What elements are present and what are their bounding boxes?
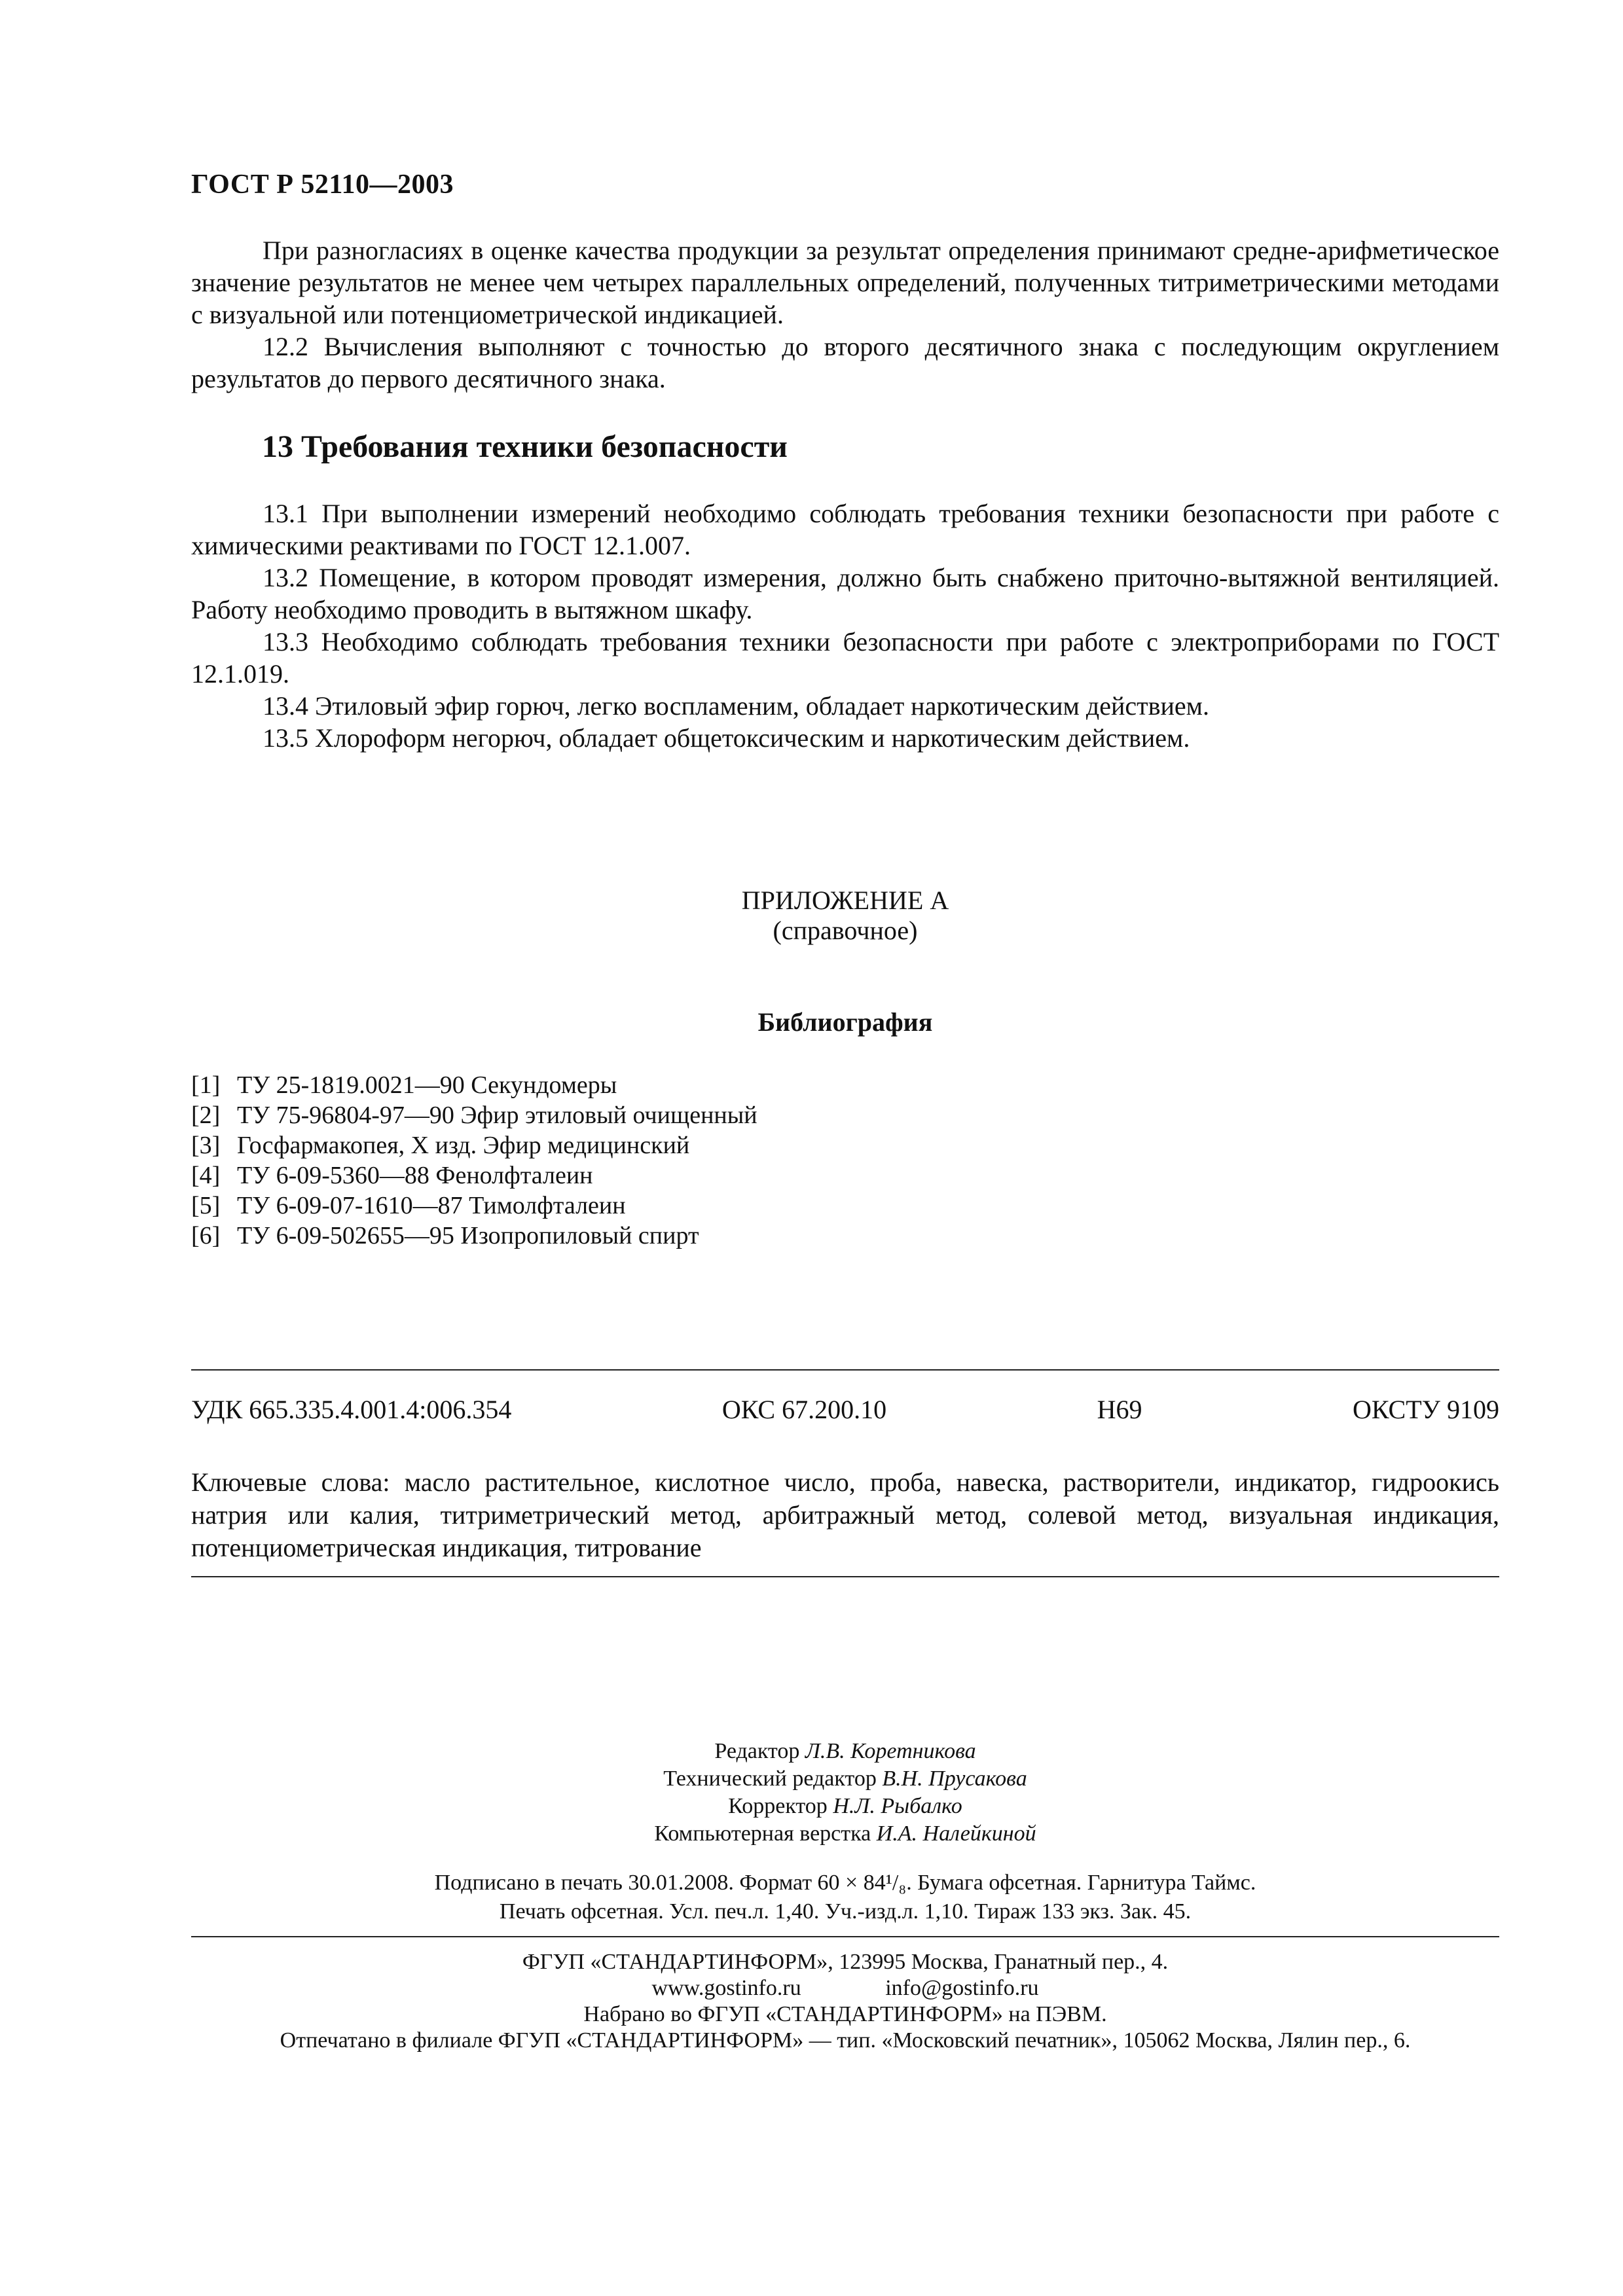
group-code: Н69 (1097, 1395, 1142, 1424)
paragraph: 13.3 Необходимо соблюдать требования техники безопасности при работе с электроприборами по ГОСТ 12.1.019. (191, 627, 1499, 689)
paragraph: 13.4 Этиловый эфир горюч, легко воспламеним, обладает наркотическим действием. (263, 691, 1209, 721)
print-info-line: Печать офсетная. Усл. печ.л. 1,40. Уч.-изд.л. 1,10. Тираж 133 экз. Зак. 45. (499, 1899, 1192, 1924)
paragraph: 13.5 Хлороформ негорюч, обладает общетоксическим и наркотическим действием. (263, 723, 1190, 753)
publisher-line: Отпечатано в филиале ФГУП «СТАНДАРТИНФОРМ» — тип. «Московский печатник», 105062 Москва, Лялин пер., 6. (280, 2028, 1411, 2053)
paragraph: При разногласиях в оценке качества продукции за результат определения принимают средне-арифметическое значение результатов не менее чем четырех параллельных определений, полученных титриметрическими методами с визуальной или потенциометрической индикацией. (191, 236, 1499, 329)
appendix-title: ПРИЛОЖЕНИЕ А (741, 886, 949, 915)
section-title: 13 Требования техники безопасности (262, 429, 788, 464)
appendix-heading (191, 886, 1499, 946)
print-info-line: Подписано в печать 30.01.2008. Формат 60 × 84¹/₈. Бумага офсетная. Гарнитура Таймс. (434, 1871, 1256, 1895)
publisher-line: Набрано во ФГУП «СТАНДАРТИНФОРМ» на ПЭВМ. (583, 2002, 1107, 2026)
credit-line (191, 1793, 1499, 1820)
credit-line (191, 1820, 1499, 1848)
credits (191, 1738, 1499, 1848)
credit-role: Технический редактор (663, 1767, 877, 1791)
list-item (191, 1070, 1370, 1100)
divider (191, 1369, 1499, 1371)
bibliography-title: Библиография (757, 1007, 933, 1037)
list-item (191, 1130, 1370, 1160)
item-number: [3] (191, 1132, 221, 1159)
credit-role: Компьютерная верстка (654, 1821, 871, 1846)
divider (191, 1936, 1499, 1937)
publisher-contacts (191, 1975, 1499, 2001)
item-text: ТУ 75-96804-97—90 Эфир этиловый очищенный (237, 1102, 757, 1129)
divider (191, 1576, 1499, 1577)
credit-name: Л.В. Коретникова (805, 1739, 976, 1763)
item-number: [2] (191, 1102, 221, 1129)
item-text: ТУ 6-09-5360—88 Фенолфталеин (237, 1162, 593, 1189)
list-item (191, 1191, 1370, 1221)
item-number: [4] (191, 1162, 221, 1189)
credit-role: Редактор (714, 1739, 800, 1763)
credit-name: Н.Л. Рыбалко (833, 1794, 962, 1818)
document-code: ГОСТ Р 52110—2003 (191, 170, 454, 200)
item-text: Госфармакопея, X изд. Эфир медицинский (237, 1132, 690, 1159)
paragraph: 13.2 Помещение, в котором проводят измерения, должно быть снабжено приточно-вытяжной вентиляцией. Работу необходимо проводить в вытяжном шкафу. (191, 563, 1499, 624)
item-text: ТУ 6-09-07-1610—87 Тимолфталеин (237, 1192, 626, 1219)
list-item (191, 1160, 1370, 1191)
publisher-line: ФГУП «СТАНДАРТИНФОРМ», 123995 Москва, Гранатный пер., 4. (522, 1950, 1169, 1974)
udk-code: УДК 665.335.4.001.4:006.354 (191, 1395, 512, 1424)
section-13-text (191, 497, 1499, 754)
website-link[interactable]: www.gostinfo.ru (651, 1976, 801, 2000)
keywords: Ключевые слова: масло растительное, кислотное число, проба, навеска, растворители, индикатор, гидроокись натрия или калия, титриметрический метод, арбитражный метод, солевой метод, визуальная индикация, потенциометрическая индикация, титрование (191, 1467, 1499, 1562)
item-text: ТУ 25-1819.0021—90 Секундомеры (237, 1071, 617, 1099)
item-text: ТУ 6-09-502655—95 Изопропиловый спирт (237, 1222, 699, 1249)
bibliography-list (191, 1070, 1370, 1251)
credit-name: И.А. Налейкиной (876, 1821, 1036, 1846)
credit-line (191, 1738, 1499, 1765)
item-number: [1] (191, 1071, 221, 1099)
appendix-subtitle: (справочное) (773, 916, 918, 945)
paragraph: 13.1 При выполнении измерений необходимо соблюдать требования техники безопасности при работе с химическими реактивами по ГОСТ 12.1.007. (191, 499, 1499, 560)
oks-code: ОКС 67.200.10 (721, 1395, 887, 1424)
item-number: [5] (191, 1192, 221, 1219)
print-info (191, 1869, 1499, 1926)
classification-row (191, 1394, 1499, 1425)
email-link[interactable]: info@gostinfo.ru (885, 1976, 1039, 2000)
list-item (191, 1100, 1370, 1130)
okstu-code: ОКСТУ 9109 (1352, 1395, 1499, 1424)
paragraph: 12.2 Вычисления выполняют с точностью до второго десятичного знака с последующим округлением результатов до первого десятичного знака. (191, 332, 1499, 393)
publisher-info (191, 1949, 1499, 2054)
credit-line (191, 1765, 1499, 1793)
list-item (191, 1221, 1370, 1251)
credit-role: Корректор (728, 1794, 828, 1818)
item-number: [6] (191, 1222, 221, 1249)
intro-text (191, 234, 1499, 395)
credit-name: В.Н. Прусакова (882, 1767, 1027, 1791)
